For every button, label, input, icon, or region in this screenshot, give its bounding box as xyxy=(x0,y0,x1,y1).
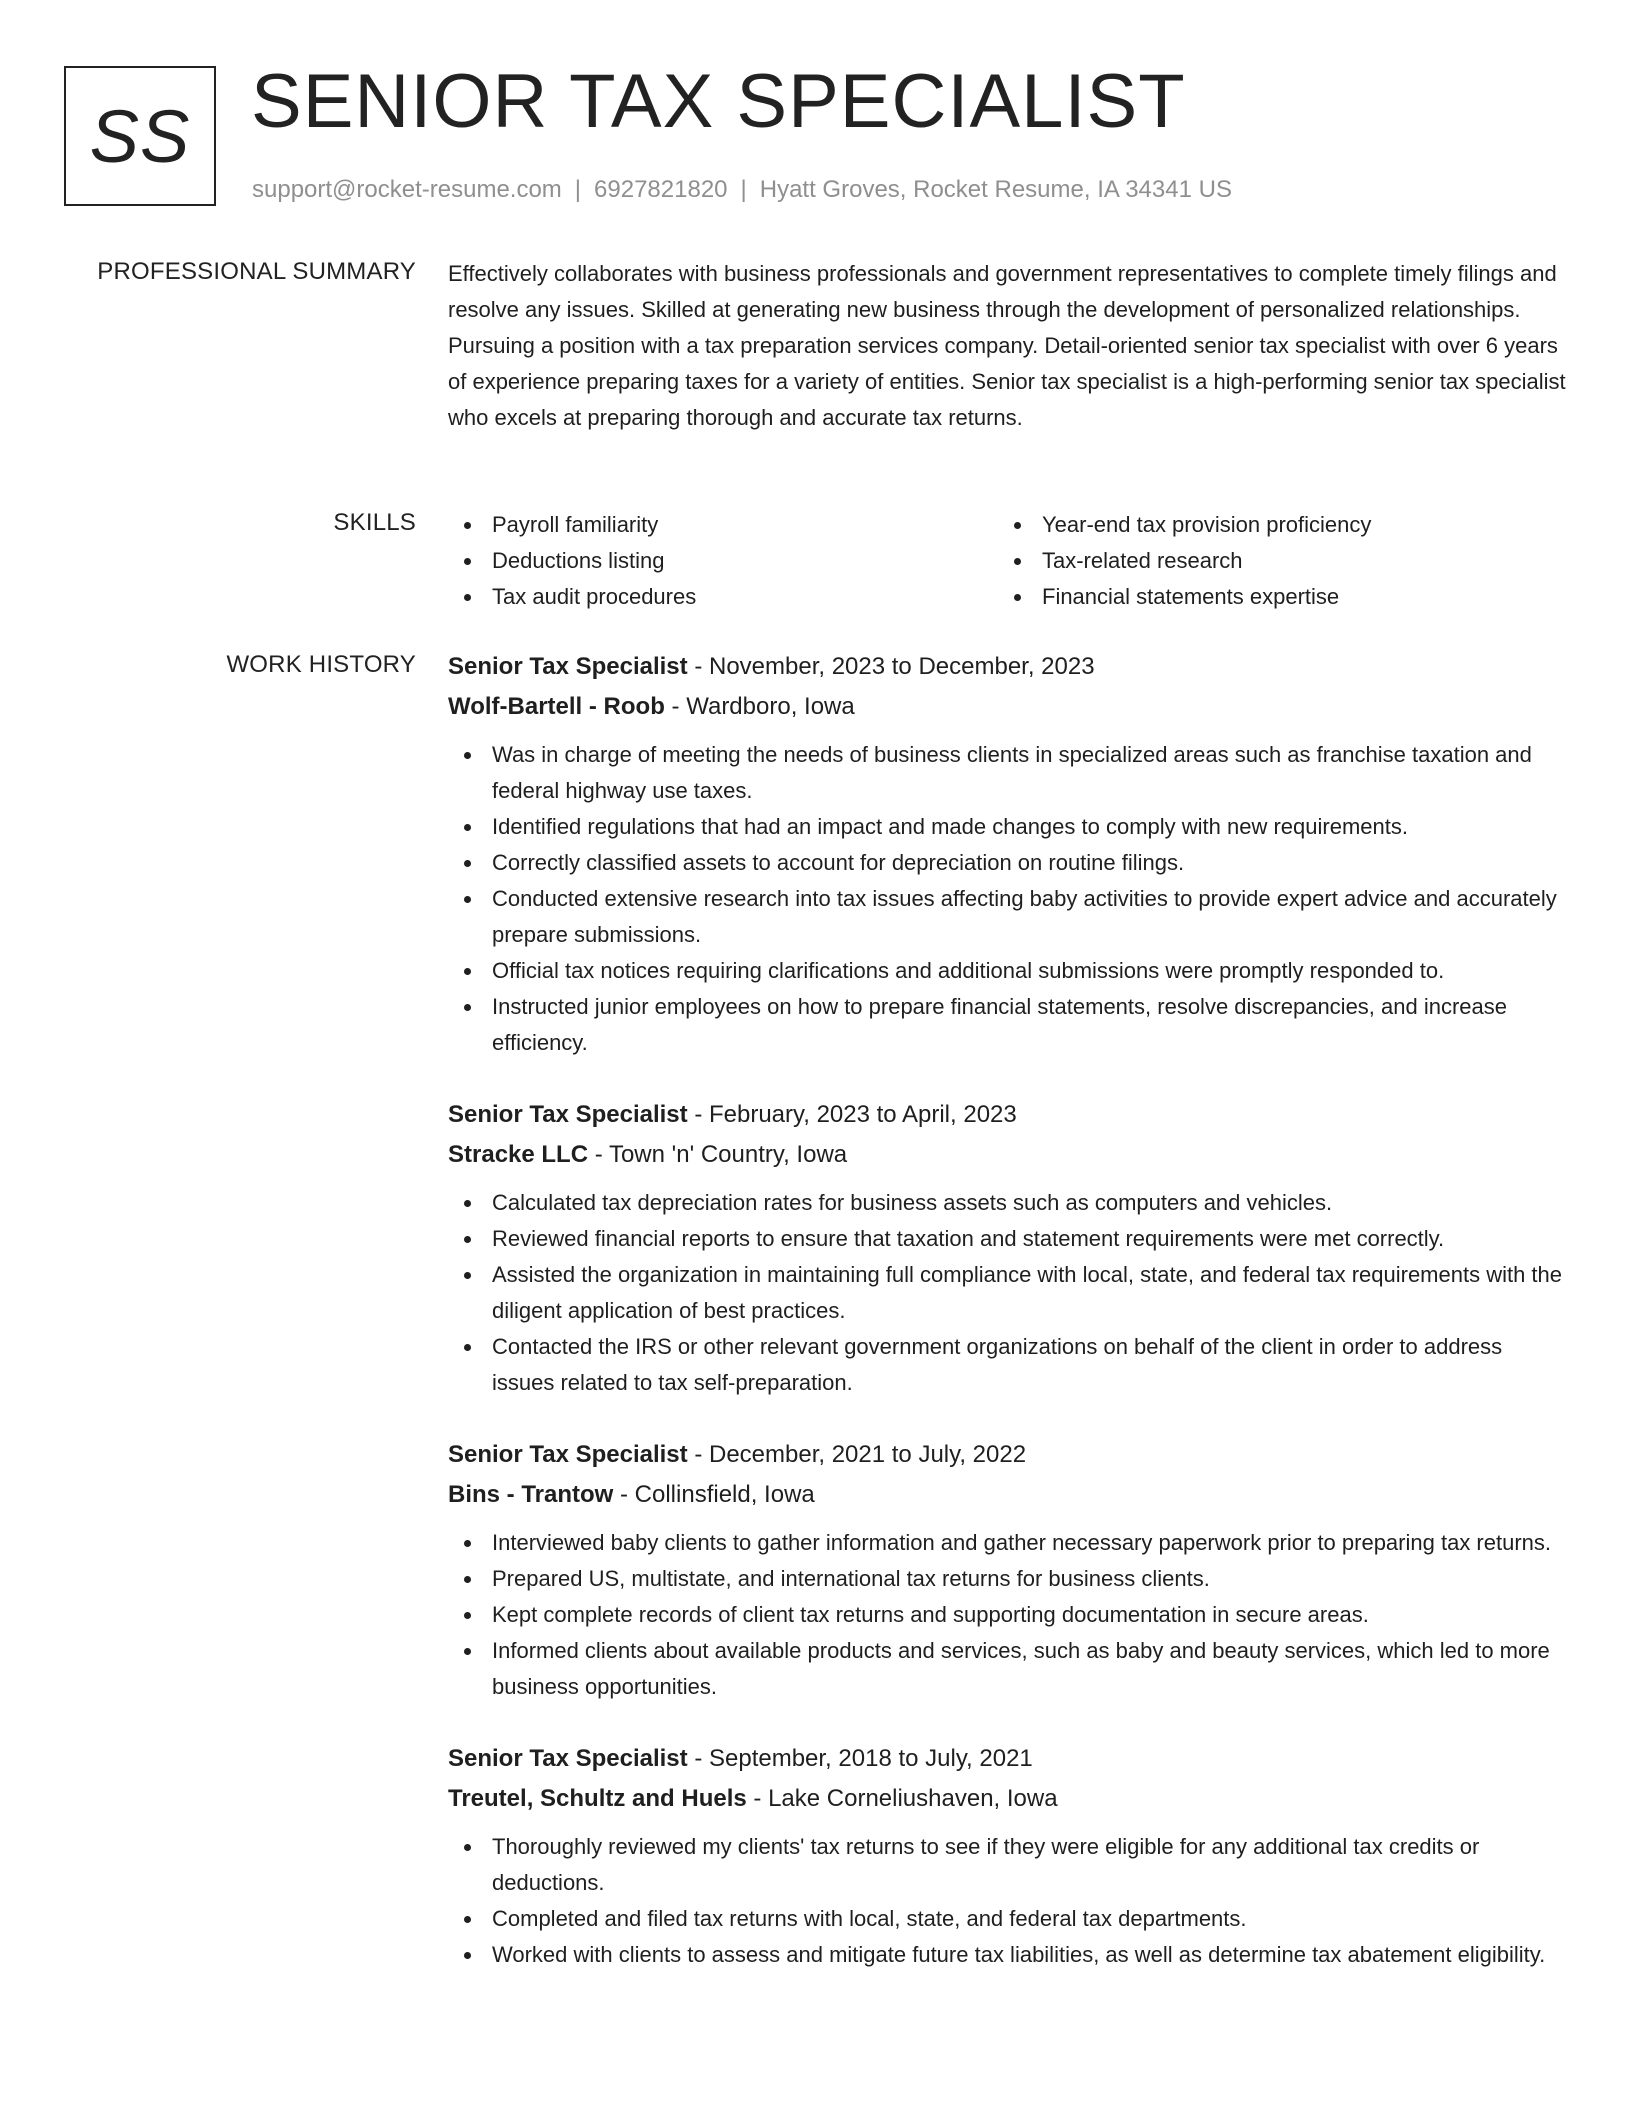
contact-line xyxy=(252,174,1232,206)
job-location: - Collinsfield, Iowa xyxy=(613,1481,815,1508)
duty-item: Calculated tax depreciation rates for business assets such as computers and vehicles. xyxy=(448,1185,1566,1221)
skill-item: Tax audit procedures xyxy=(448,579,998,615)
job-dates: - December, 2021 to July, 2022 xyxy=(687,1441,1027,1468)
job-title-line xyxy=(448,1435,1566,1475)
job-company-line xyxy=(448,1475,1566,1515)
summary-text: Effectively collaborates with business professionals and government representatives to complete timely filings and resolve any issues. Skilled at generating new business through the development of personalized relationships. Pursuing a position with a tax preparation services company. Detail-oriented senior tax specialist with over 6 years of experience preparing taxes for a variety of entities. Senior tax specialist is a high-performing senior tax specialist who excels at preparing thorough and accurate tax returns. xyxy=(448,261,1566,430)
section-label-summary: PROFESSIONAL SUMMARY xyxy=(97,258,416,285)
duty-item: Interviewed baby clients to gather information and gather necessary paperwork prior to preparing tax returns. xyxy=(448,1525,1566,1561)
skill-item: Payroll familiarity xyxy=(448,507,998,543)
job-title: Senior Tax Specialist xyxy=(448,1441,688,1468)
job-company: Stracke LLC xyxy=(448,1141,589,1168)
job-company: Treutel, Schultz and Huels xyxy=(448,1785,747,1812)
duty-item: Prepared US, multistate, and international tax returns for business clients. xyxy=(448,1561,1566,1597)
job-location: - Lake Corneliushaven, Iowa xyxy=(746,1785,1058,1812)
job-title: Senior Tax Specialist xyxy=(448,653,688,680)
skills-body xyxy=(448,507,1566,615)
duty-item: Instructed junior employees on how to prepare financial statements, resolve discrepancies, and increase efficiency. xyxy=(448,989,1566,1061)
duty-item: Contacted the IRS or other relevant government organizations on behalf of the client in order to address issues related to tax self-preparation. xyxy=(448,1329,1566,1401)
job-entry xyxy=(448,1435,1566,1705)
job-title-line xyxy=(448,1095,1566,1135)
contact-separator: | xyxy=(574,176,582,203)
skill-item: Deductions listing xyxy=(448,543,998,579)
work-history-body xyxy=(448,647,1566,2007)
job-dates: - February, 2023 to April, 2023 xyxy=(687,1101,1017,1128)
duty-item: Informed clients about available products and services, such as baby and beauty services, which led to more business opportunities. xyxy=(448,1633,1566,1705)
duty-item: Kept complete records of client tax returns and supporting documentation in secure areas. xyxy=(448,1597,1566,1633)
duty-item: Was in charge of meeting the needs of business clients in specialized areas such as franchise taxation and federal highway use taxes. xyxy=(448,737,1566,809)
skills-list-left xyxy=(448,507,998,615)
skill-item: Year-end tax provision proficiency xyxy=(998,507,1548,543)
job-title: Senior Tax Specialist xyxy=(448,1101,688,1128)
job-duties xyxy=(448,1185,1566,1401)
job-duties xyxy=(448,1829,1566,1973)
duty-item: Correctly classified assets to account for depreciation on routine filings. xyxy=(448,845,1566,881)
job-location: - Town 'n' Country, Iowa xyxy=(588,1141,848,1168)
job-company-line xyxy=(448,1135,1566,1175)
job-company: Bins - Trantow xyxy=(448,1481,614,1508)
job-company: Wolf-Bartell - Roob xyxy=(448,693,665,720)
duty-item: Completed and filed tax returns with local, state, and federal tax departments. xyxy=(448,1901,1566,1937)
duty-item: Worked with clients to assess and mitigate future tax liabilities, as well as determine tax abatement eligibility. xyxy=(448,1937,1566,1973)
job-duties xyxy=(448,1525,1566,1705)
section-label-skills: SKILLS xyxy=(333,509,416,536)
job-entry xyxy=(448,1095,1566,1401)
job-title: Senior Tax Specialist xyxy=(448,1745,688,1772)
skill-item: Financial statements expertise xyxy=(998,579,1548,615)
job-title-line xyxy=(448,1739,1566,1779)
contact-address: Hyatt Groves, Rocket Resume, IA 34341 US xyxy=(759,176,1232,203)
job-title-line xyxy=(448,647,1566,687)
job-duties xyxy=(448,737,1566,1061)
job-location: - Wardboro, Iowa xyxy=(664,693,855,720)
monogram-initials: SS xyxy=(89,94,191,178)
duty-item: Official tax notices requiring clarifications and additional submissions were promptly responded to. xyxy=(448,953,1566,989)
job-dates: - November, 2023 to December, 2023 xyxy=(687,653,1095,680)
section-label-work-history: WORK HISTORY xyxy=(226,651,416,678)
job-company-line xyxy=(448,1779,1566,1819)
contact-phone[interactable]: 6927821820 xyxy=(594,176,728,203)
job-entry xyxy=(448,1739,1566,1973)
summary-body xyxy=(448,256,1566,436)
duty-item: Assisted the organization in maintaining full compliance with local, state, and federal tax requirements with the diligent application of best practices. xyxy=(448,1257,1566,1329)
skills-columns xyxy=(448,507,1566,615)
duty-item: Thoroughly reviewed my clients' tax returns to see if they were eligible for any additional tax credits or deductions. xyxy=(448,1829,1566,1901)
skill-item: Tax-related research xyxy=(998,543,1548,579)
contact-separator: | xyxy=(740,176,747,203)
job-entry xyxy=(448,647,1566,1061)
duty-item: Identified regulations that had an impact and made changes to comply with new requirements. xyxy=(448,809,1566,845)
monogram-box xyxy=(64,66,216,206)
duty-item: Conducted extensive research into tax issues affecting baby activities to provide expert advice and accurately prepare submissions. xyxy=(448,881,1566,953)
resume-title: SENIOR TAX SPECIALIST xyxy=(251,59,1186,144)
job-company-line xyxy=(448,687,1566,727)
skills-list-right xyxy=(998,507,1548,615)
duty-item: Reviewed financial reports to ensure that taxation and statement requirements were met correctly. xyxy=(448,1221,1566,1257)
job-dates: - September, 2018 to July, 2021 xyxy=(687,1745,1033,1772)
contact-email[interactable]: support@rocket-resume.com xyxy=(252,176,562,203)
